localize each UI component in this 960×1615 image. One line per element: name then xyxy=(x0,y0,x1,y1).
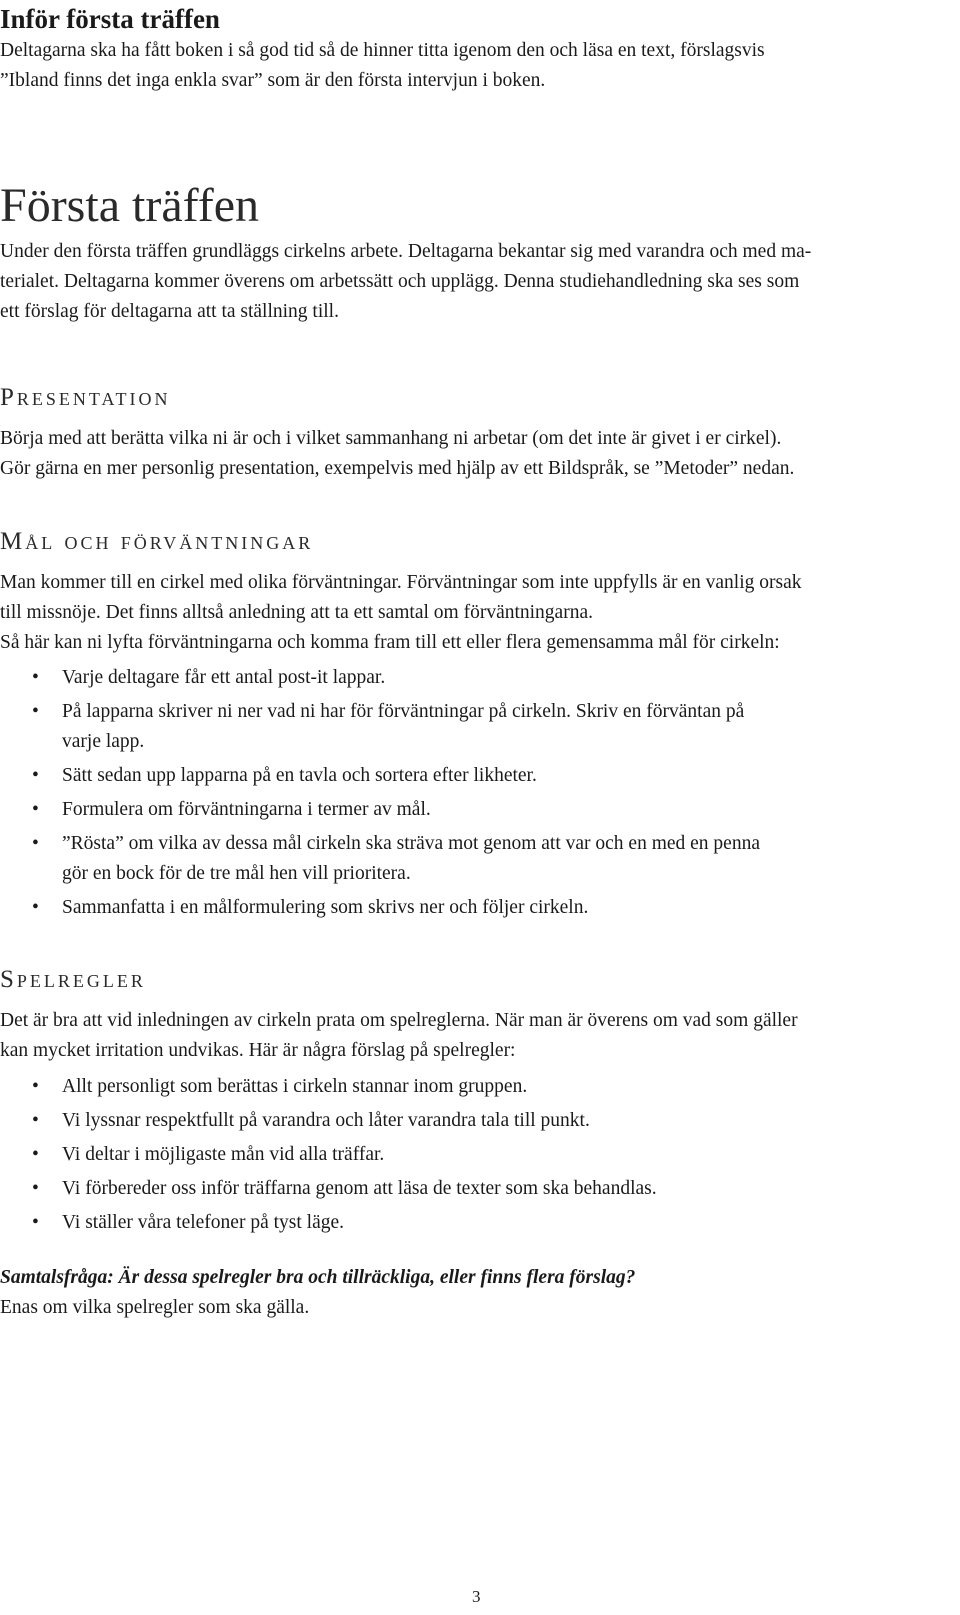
bullet-icon: • xyxy=(32,667,39,688)
goals-list xyxy=(0,663,945,923)
rules-list xyxy=(0,1072,945,1238)
goals-line: till missnöje. Det finns alltså anledning att ta ett samtal om förväntningarna. xyxy=(0,602,593,623)
first-meeting-line: ett förslag för deltagarna att ta ställning till. xyxy=(0,301,339,322)
goals-item-text: Sammanfatta i en målformulering som skrivs ner och följer cirkeln. xyxy=(62,897,589,918)
rules-item-text: Vi deltar i möjligaste mån vid alla träffar. xyxy=(62,1144,385,1165)
first-meeting-heading: Första träffen xyxy=(0,179,260,232)
goals-heading: Mål och förväntningar xyxy=(0,528,314,555)
rules-item-text: Vi förbereder oss inför träffarna genom att läsa de texter som ska behandlas. xyxy=(62,1178,657,1199)
rules-list-item xyxy=(0,1174,945,1204)
rules-heading: Spelregler xyxy=(0,966,146,993)
rules-line: Det är bra att vid inledningen av cirkeln prata om spelreglerna. När man är överens om vad som gäller xyxy=(0,1010,798,1031)
presentation-line: Börja med att berätta vilka ni är och i vilket sammanhang ni arbetar (om det inte är givet i er cirkel). xyxy=(0,428,782,449)
goals-list-item xyxy=(0,663,945,693)
rules-item-text: Vi ställer våra telefoner på tyst läge. xyxy=(62,1212,344,1233)
first-meeting-section xyxy=(0,178,945,327)
discussion-question: Samtalsfråga: Är dessa spelregler bra och tillräckliga, eller finns flera förslag? xyxy=(0,1267,636,1288)
first-meeting-line: Under den första träffen grundläggs cirkelns arbete. Deltagarna bekantar sig med varandra och med ma- xyxy=(0,241,812,262)
bullet-icon: • xyxy=(32,1076,39,1097)
bullet-icon: • xyxy=(32,897,39,918)
bullet-icon: • xyxy=(32,799,39,820)
intro-heading: Inför första träffen xyxy=(0,4,220,34)
bullet-icon: • xyxy=(32,1110,39,1131)
goals-line: Så här kan ni lyfta förväntningarna och komma fram till ett eller flera gemensamma mål för cirkeln: xyxy=(0,632,780,653)
goals-item-text: Formulera om förväntningarna i termer av mål. xyxy=(62,799,431,820)
rules-item-text: Allt personligt som berättas i cirkeln stannar inom gruppen. xyxy=(62,1076,528,1097)
goals-line: Man kommer till en cirkel med olika förväntningar. Förväntningar som inte uppfylls är en vanlig orsak xyxy=(0,572,802,593)
rules-list-item xyxy=(0,1072,945,1102)
goals-item-text: varje lapp. xyxy=(62,731,145,752)
discussion-section xyxy=(0,1263,945,1323)
intro-section xyxy=(0,2,945,96)
rules-section xyxy=(0,964,945,1238)
goals-list-item xyxy=(0,829,945,889)
page-number: 3 xyxy=(472,1587,481,1606)
bullet-icon: • xyxy=(32,1178,39,1199)
goals-list-item xyxy=(0,697,945,757)
rules-list-item xyxy=(0,1106,945,1136)
goals-list-item xyxy=(0,795,945,825)
rules-line: kan mycket irritation undvikas. Här är några förslag på spelregler: xyxy=(0,1040,516,1061)
intro-line: ”Ibland finns det inga enkla svar” som är den första intervjun i boken. xyxy=(0,70,546,91)
presentation-line: Gör gärna en mer personlig presentation, exempelvis med hjälp av ett Bildspråk, se ”Metoder” nedan. xyxy=(0,458,795,479)
bullet-icon: • xyxy=(32,701,39,722)
bullet-icon: • xyxy=(32,765,39,786)
presentation-section xyxy=(0,382,945,484)
bullet-icon: • xyxy=(32,1144,39,1165)
goals-list-item xyxy=(0,893,945,923)
goals-item-text: ”Rösta” om vilka av dessa mål cirkeln ska sträva mot genom att var och en med en penna xyxy=(62,833,760,854)
discussion-answer: Enas om vilka spelregler som ska gälla. xyxy=(0,1297,310,1318)
first-meeting-line: terialet. Deltagarna kommer överens om arbetssätt och upplägg. Denna studiehandledning ska ses som xyxy=(0,271,800,292)
intro-line: Deltagarna ska ha fått boken i så god tid så de hinner titta igenom den och läsa en text, förslagsvis xyxy=(0,40,765,61)
goals-list-item xyxy=(0,761,945,791)
goals-item-text: Varje deltagare får ett antal post-it lappar. xyxy=(62,667,386,688)
goals-section xyxy=(0,526,945,923)
rules-item-text: Vi lyssnar respektfullt på varandra och låter varandra tala till punkt. xyxy=(62,1110,590,1131)
bullet-icon: • xyxy=(32,1212,39,1233)
presentation-heading: Presentation xyxy=(0,384,171,411)
goals-item-text: Sätt sedan upp lapparna på en tavla och sortera efter likheter. xyxy=(62,765,537,786)
goals-item-text: På lapparna skriver ni ner vad ni har för förväntningar på cirkeln. Skriv en förväntan på xyxy=(62,701,745,722)
rules-list-item xyxy=(0,1208,945,1238)
rules-list-item xyxy=(0,1140,945,1170)
goals-item-text: gör en bock för de tre mål hen vill prioritera. xyxy=(62,863,411,884)
bullet-icon: • xyxy=(32,833,39,854)
